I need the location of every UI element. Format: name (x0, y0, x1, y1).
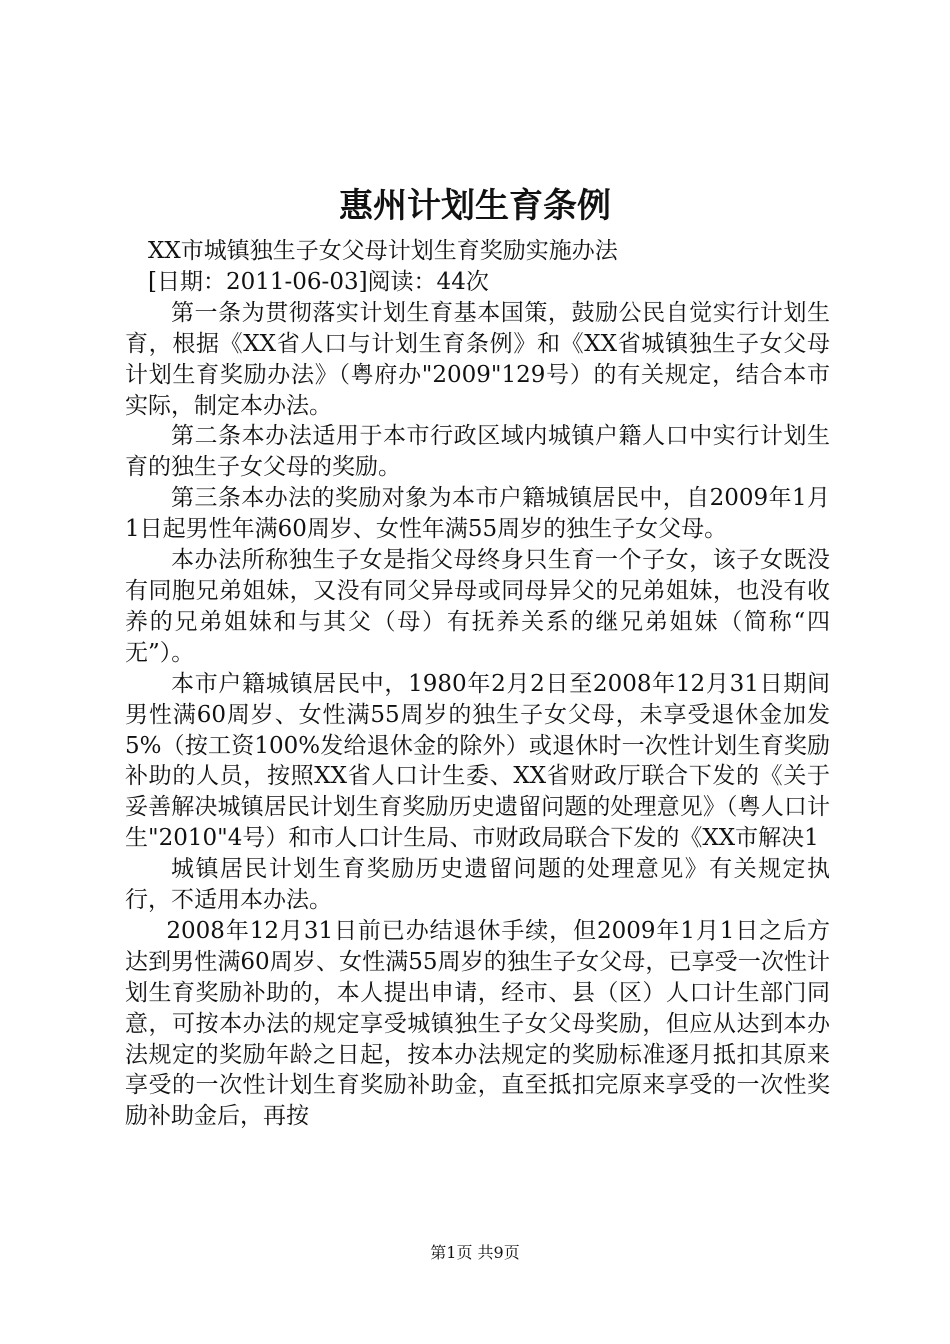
document-subtitle: XX市城镇独生子女父母计划生育奖励实施办法 (148, 238, 618, 264)
page-number: 第1页 共9页 (430, 1243, 520, 1262)
paragraph-article-1: 第一条为贯彻落实计划生育基本国策，鼓励公民自觉实行计划生育，根据《XX省人口与计划生育条例》和《XX省城镇独生子女父母计划生育奖励办法》（粤府办"2009"129号）的有关规定，结合本市实际，制定本办法。 (125, 299, 830, 419)
paragraph-article-3: 第三条本办法的奖励对象为本市户籍城镇居民中，自2009年1月1日起男性年满60周岁、女性年满55周岁的独生子女父母。 (125, 485, 830, 543)
paragraph-article-2: 第二条本办法适用于本市行政区域内城镇户籍人口中实行计划生育的独生子女父母的奖励。 (125, 423, 830, 481)
paragraph-definition: 本办法所称独生子女是指父母终身只生育一个子女，该子女既没有同胞兄弟姐妹，又没有同父异母或同母异父的兄弟姐妹，也没有收养的兄弟姐妹和与其父（母）有抚养关系的继兄弟姐妹（简称“四无”）。 (125, 547, 830, 666)
document-title: 惠州计划生育条例 (339, 186, 611, 226)
paragraph-history-continued: 城镇居民计划生育奖励历史遗留问题的处理意见》有关规定执行，不适用本办法。 (125, 856, 830, 914)
paragraph-history: 本市户籍城镇居民中，1980年2月2日至2008年12月31日期间男性满60周岁、女性满55周岁的独生子女父母，未享受退休金加发5%（按工资100%发给退休金的除外）或退休时一次性计划生育奖励补助的人员，按照XX省人口计生委、XX省财政厅联合下发的《关于妥善解决城镇居民计划生育奖励历史遗留问题的处理意见》（粤人口计生"2010"4号）和市人口计生局、市财政局联合下发的《XX市解决1 (125, 670, 830, 852)
paragraph-retired: 2008年12月31日前已办结退休手续，但2009年1月1日之后方达到男性满60周岁、女性满55周岁的独生子女父母，已享受一次性计划生育奖励补助的，本人提出申请，经市、县（区）人口计生部门同意，可按本办法的规定享受城镇独生子女父母奖励，但应从达到本办法规定的奖励年龄之日起，按本办法规定的奖励标准逐月抵扣其原来享受的一次性计划生育奖励补助金，直至抵扣完原来享受的一次性奖励补助金后，再按 (125, 917, 830, 1130)
document-meta: [日期：2011-06-03]阅读：44次 (148, 268, 489, 295)
document-body (125, 236, 830, 1132)
